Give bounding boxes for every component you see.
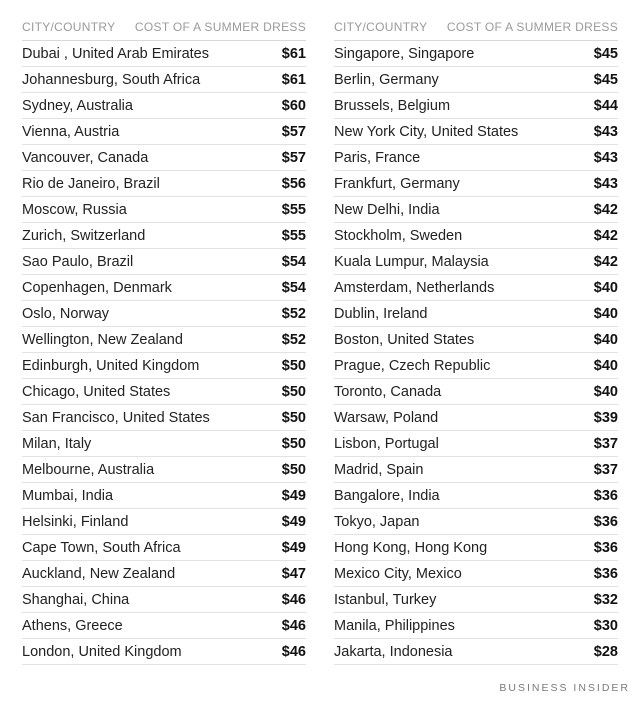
table-row [334, 249, 618, 275]
table-row [22, 249, 306, 275]
city-cell: Berlin, Germany [334, 71, 439, 88]
city-cell: Chicago, United States [22, 383, 171, 400]
table-row [334, 171, 618, 197]
city-cell: Oslo, Norway [22, 305, 110, 322]
city-cell: Melbourne, Australia [22, 461, 155, 478]
price-cell: $50 [281, 383, 306, 400]
price-cell: $55 [281, 227, 306, 244]
city-cell: Singapore, Singapore [334, 45, 475, 62]
city-cell: Shanghai, China [22, 591, 130, 608]
price-cell: $54 [281, 253, 306, 270]
city-cell: Madrid, Spain [334, 461, 424, 478]
price-cell: $40 [593, 279, 618, 296]
price-cell: $49 [281, 513, 306, 530]
table-row [22, 41, 306, 67]
price-cell: $37 [593, 435, 618, 452]
table-row [22, 93, 306, 119]
city-cell: Dublin, Ireland [334, 305, 428, 322]
price-cell: $36 [593, 513, 618, 530]
price-cell: $60 [281, 97, 306, 114]
table-row [334, 405, 618, 431]
price-cell: $32 [593, 591, 618, 608]
price-cell: $46 [281, 643, 306, 660]
city-cell: Paris, France [334, 149, 421, 166]
city-cell: New Delhi, India [334, 201, 440, 218]
price-cell: $45 [593, 45, 618, 62]
table-row [22, 613, 306, 639]
city-cell: Tokyo, Japan [334, 513, 420, 530]
city-cell: Auckland, New Zealand [22, 565, 176, 582]
table-column-right [334, 14, 618, 665]
price-cell: $28 [593, 643, 618, 660]
price-cell: $36 [593, 539, 618, 556]
table-header [334, 14, 618, 41]
header-cost: COST OF A SUMMER DRESS [134, 20, 306, 34]
table-row [334, 301, 618, 327]
table-row [334, 457, 618, 483]
table-row [22, 587, 306, 613]
price-cell: $50 [281, 461, 306, 478]
table-row [334, 41, 618, 67]
table-row [22, 171, 306, 197]
table-row [334, 119, 618, 145]
table-row [334, 93, 618, 119]
table-row [22, 145, 306, 171]
table-row [22, 223, 306, 249]
table-body [334, 41, 618, 665]
city-cell: Sydney, Australia [22, 97, 133, 114]
city-cell: Cape Town, South Africa [22, 539, 181, 556]
table-row [334, 145, 618, 171]
table-row [22, 197, 306, 223]
city-cell: Sao Paulo, Brazil [22, 253, 134, 270]
city-cell: Brussels, Belgium [334, 97, 451, 114]
city-cell: Boston, United States [334, 331, 475, 348]
price-cell: $52 [281, 305, 306, 322]
price-cell: $56 [281, 175, 306, 192]
table-row [22, 405, 306, 431]
city-cell: Dubai , United Arab Emirates [22, 45, 209, 62]
city-cell: Copenhagen, Denmark [22, 279, 172, 296]
table-row [22, 275, 306, 301]
price-cell: $30 [593, 617, 618, 634]
price-cell: $46 [281, 591, 306, 608]
table-row [334, 353, 618, 379]
table-body [22, 41, 306, 665]
table-row [334, 535, 618, 561]
table-row [334, 587, 618, 613]
price-cell: $42 [593, 201, 618, 218]
table-row [22, 119, 306, 145]
price-cell: $52 [281, 331, 306, 348]
price-cell: $40 [593, 383, 618, 400]
city-cell: Helsinki, Finland [22, 513, 129, 530]
city-cell: London, United Kingdom [22, 643, 182, 660]
price-cell: $43 [593, 175, 618, 192]
price-cell: $43 [593, 123, 618, 140]
table-row [334, 379, 618, 405]
price-cell: $37 [593, 461, 618, 478]
price-cell: $57 [281, 149, 306, 166]
table-row [334, 509, 618, 535]
table-row [22, 483, 306, 509]
city-cell: Manila, Philippines [334, 617, 455, 634]
city-cell: Warsaw, Poland [334, 409, 439, 426]
table-row [334, 561, 618, 587]
table-row [22, 639, 306, 665]
city-cell: Lisbon, Portugal [334, 435, 439, 452]
table-row [22, 535, 306, 561]
price-cell: $57 [281, 123, 306, 140]
price-cell: $36 [593, 487, 618, 504]
table-row [22, 67, 306, 93]
city-cell: Frankfurt, Germany [334, 175, 460, 192]
city-cell: Rio de Janeiro, Brazil [22, 175, 160, 192]
table-row [22, 353, 306, 379]
city-cell: Jakarta, Indonesia [334, 643, 453, 660]
city-cell: Johannesburg, South Africa [22, 71, 201, 88]
city-cell: Athens, Greece [22, 617, 123, 634]
price-cell: $47 [281, 565, 306, 582]
city-cell: Mumbai, India [22, 487, 114, 504]
table-header [22, 14, 306, 41]
price-cell: $40 [593, 331, 618, 348]
source-credit: BUSINESS INSIDER [499, 682, 630, 694]
city-cell: Istanbul, Turkey [334, 591, 437, 608]
city-cell: Kuala Lumpur, Malaysia [334, 253, 489, 270]
header-cost: COST OF A SUMMER DRESS [446, 20, 618, 34]
city-cell: Edinburgh, United Kingdom [22, 357, 200, 374]
price-cell: $39 [593, 409, 618, 426]
price-cell: $50 [281, 409, 306, 426]
price-cell: $36 [593, 565, 618, 582]
city-cell: Vancouver, Canada [22, 149, 149, 166]
city-cell: Wellington, New Zealand [22, 331, 183, 348]
table-column-left [22, 14, 306, 665]
city-cell: Zurich, Switzerland [22, 227, 146, 244]
city-cell: Amsterdam, Netherlands [334, 279, 495, 296]
price-cell: $61 [281, 71, 306, 88]
price-cell: $40 [593, 305, 618, 322]
city-cell: San Francisco, United States [22, 409, 210, 426]
table-row [22, 379, 306, 405]
price-cell: $55 [281, 201, 306, 218]
table-row [334, 327, 618, 353]
price-cell: $42 [593, 227, 618, 244]
city-cell: Toronto, Canada [334, 383, 442, 400]
price-cell: $49 [281, 539, 306, 556]
price-cell: $49 [281, 487, 306, 504]
city-cell: Mexico City, Mexico [334, 565, 462, 582]
table-row [22, 301, 306, 327]
table-row [22, 327, 306, 353]
price-cell: $50 [281, 357, 306, 374]
price-cell: $46 [281, 617, 306, 634]
price-cell: $45 [593, 71, 618, 88]
city-cell: Hong Kong, Hong Kong [334, 539, 488, 556]
price-cell: $43 [593, 149, 618, 166]
city-cell: Vienna, Austria [22, 123, 120, 140]
header-city: CITY/COUNTRY [334, 20, 428, 34]
city-cell: Prague, Czech Republic [334, 357, 491, 374]
city-cell: Milan, Italy [22, 435, 92, 452]
city-cell: Stockholm, Sweden [334, 227, 463, 244]
table-row [22, 561, 306, 587]
table-row [22, 509, 306, 535]
city-cell: Moscow, Russia [22, 201, 127, 218]
table-row [334, 223, 618, 249]
table-row [334, 197, 618, 223]
table-row [334, 67, 618, 93]
price-cell: $54 [281, 279, 306, 296]
city-cell: Bangalore, India [334, 487, 440, 504]
city-cell: New York City, United States [334, 123, 519, 140]
table-row [334, 275, 618, 301]
price-cell: $61 [281, 45, 306, 62]
table-row [22, 457, 306, 483]
table-row [334, 483, 618, 509]
table-row [334, 639, 618, 665]
table-row [334, 431, 618, 457]
price-cell: $42 [593, 253, 618, 270]
header-city: CITY/COUNTRY [22, 20, 116, 34]
table-row [334, 613, 618, 639]
price-cell: $50 [281, 435, 306, 452]
price-cell: $40 [593, 357, 618, 374]
table-row [22, 431, 306, 457]
price-cell: $44 [593, 97, 618, 114]
